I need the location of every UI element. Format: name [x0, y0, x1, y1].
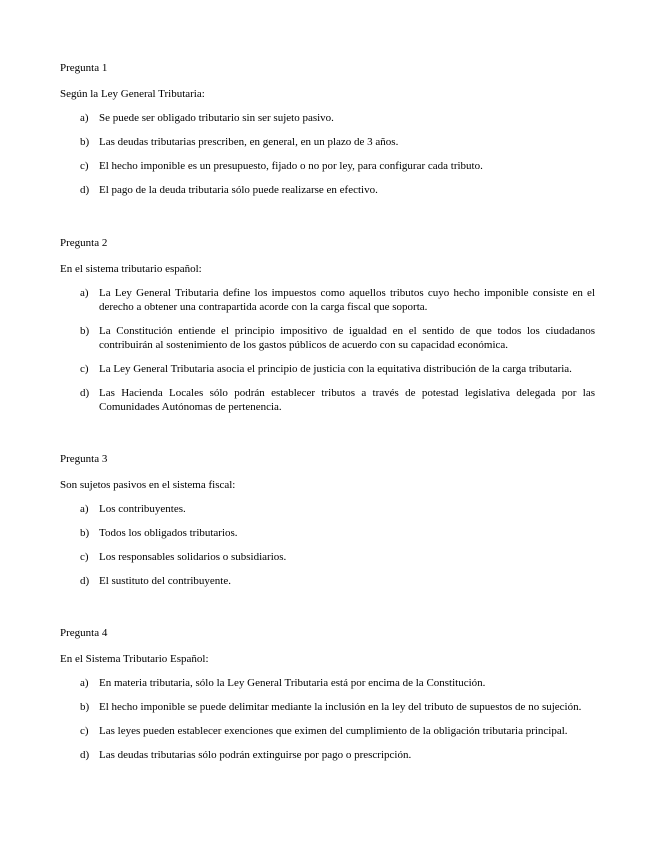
option-letter: d)	[80, 749, 90, 761]
option-letter: c)	[80, 725, 89, 737]
option-text: La Constitución entiende el principio impositivo de igualdad en el sentido de que todos los ciudadanos contribuirán al sostenimiento de los gastos públicos de acuerdo con su capacidad económica.	[99, 325, 595, 351]
option-text: En materia tributaria, sólo la Ley General Tributaria está por encima de la Constitución.	[99, 677, 486, 689]
option-letter: a)	[80, 677, 89, 689]
question-title: Pregunta 1	[60, 62, 108, 74]
option-text: El sustituto del contribuyente.	[99, 575, 231, 587]
question-3	[60, 452, 595, 598]
option-text: Se puede ser obligado tributario sin ser sujeto pasivo.	[99, 112, 334, 124]
option-text: Las deudas tributarias sólo podrán extinguirse por pago o prescripción.	[99, 749, 412, 761]
option-text: Las leyes pueden establecer exenciones que eximen del cumplimiento de la obligación tributaria principal.	[99, 725, 568, 737]
options-list	[60, 111, 595, 197]
option-c	[60, 362, 595, 376]
question-stem: Según la Ley General Tributaria:	[60, 88, 205, 100]
option-letter: c)	[80, 160, 89, 172]
options-list	[60, 676, 595, 762]
option-text: Los contribuyentes.	[99, 503, 186, 515]
option-text: Las deudas tributarias prescriben, en general, en un plazo de 3 años.	[99, 136, 399, 148]
option-d	[60, 574, 595, 588]
option-letter: a)	[80, 287, 89, 299]
question-1	[60, 61, 595, 207]
question-title: Pregunta 2	[60, 237, 108, 249]
option-text: Los responsables solidarios o subsidiarios.	[99, 551, 287, 563]
option-letter: b)	[80, 136, 90, 148]
question-stem: Son sujetos pasivos en el sistema fiscal:	[60, 479, 236, 491]
option-text: Las Hacienda Locales sólo podrán establecer tributos a través de potestad legislativa delegada por las Comunidades Autónomas de pertenencia.	[99, 387, 595, 413]
question-4	[60, 626, 595, 772]
question-title: Pregunta 4	[60, 627, 108, 639]
question-title: Pregunta 3	[60, 453, 108, 465]
option-d	[60, 748, 595, 762]
option-letter: d)	[80, 184, 90, 196]
option-a	[60, 111, 595, 125]
option-letter: d)	[80, 575, 90, 587]
question-stem: En el Sistema Tributario Español:	[60, 653, 209, 665]
option-c	[60, 550, 595, 564]
option-b	[60, 135, 595, 149]
option-letter: c)	[80, 551, 89, 563]
option-letter: a)	[80, 112, 89, 124]
option-b	[60, 700, 595, 714]
option-text: El hecho imponible se puede delimitar mediante la inclusión en la ley del tributo de supuestos de no sujeción.	[99, 701, 582, 713]
question-stem: En el sistema tributario español:	[60, 263, 202, 275]
option-text: La Ley General Tributaria define los impuestos como aquellos tributos cuyo hecho imponible consiste en el derecho a obtener una contrapartida acorde con la carga fiscal que soporta.	[99, 287, 595, 313]
option-c	[60, 159, 595, 173]
option-letter: c)	[80, 363, 89, 375]
options-list	[60, 502, 595, 588]
option-b	[60, 324, 595, 352]
option-a	[60, 676, 595, 690]
option-letter: b)	[80, 701, 90, 713]
question-2	[60, 236, 595, 424]
options-list	[60, 286, 595, 414]
option-b	[60, 526, 595, 540]
option-text: El pago de la deuda tributaria sólo puede realizarse en efectivo.	[99, 184, 378, 196]
option-letter: d)	[80, 387, 90, 399]
option-a	[60, 502, 595, 516]
option-text: Todos los obligados tributarios.	[99, 527, 238, 539]
option-text: La Ley General Tributaria asocia el principio de justicia con la equitativa distribución de la carga tributaria.	[99, 363, 572, 375]
option-letter: b)	[80, 325, 90, 337]
option-d	[60, 183, 595, 197]
option-letter: a)	[80, 503, 89, 515]
option-text: El hecho imponible es un presupuesto, fijado o no por ley, para configurar cada tributo.	[99, 160, 483, 172]
option-d	[60, 386, 595, 414]
option-c	[60, 724, 595, 738]
option-a	[60, 286, 595, 314]
option-letter: b)	[80, 527, 90, 539]
